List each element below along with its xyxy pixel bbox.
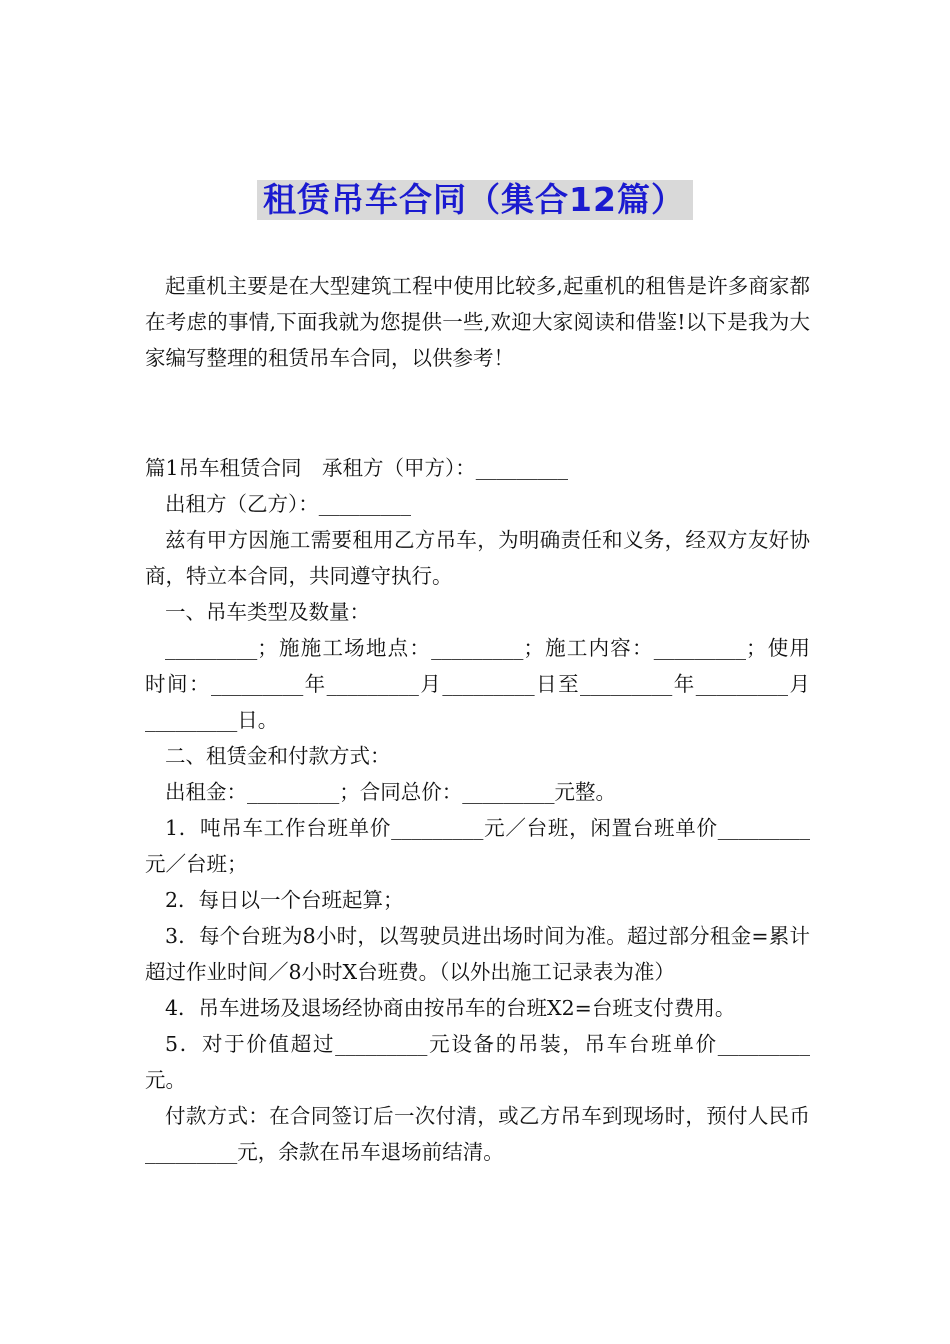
title-wrap	[0, 180, 950, 220]
intro-section	[145, 268, 810, 376]
paragraph-1: 出租方（乙方）：_________	[165, 492, 411, 516]
document-title: 租赁吊车合同（集合12篇）	[257, 180, 693, 220]
paragraph-2: 兹有甲方因施工需要租用乙方吊车，为明确责任和义务，经双方友好协商，特立本合同，共同遵守执行。	[145, 528, 810, 588]
paragraph-6: 出租金：_________；合同总价：_________元整。	[165, 780, 616, 804]
contract-body	[145, 450, 810, 1170]
paragraph-8: 2．每日以一个台班起算；	[165, 888, 404, 912]
paragraph-10: 4．吊车进场及退场经协商由按吊车的台班X2=台班支付费用。	[165, 996, 736, 1020]
paragraph-5: 二、租赁金和付款方式：	[165, 744, 391, 768]
paragraph-4: _________；施施工场地点：_________；施工内容：_________；使用时间：_________年_________月_________日至_________年_________月_________日。	[145, 636, 810, 732]
paragraph-12: 付款方式：在合同签订后一次付清，或乙方吊车到现场时，预付人民币_________元，余款在吊车退场前结清。	[145, 1104, 810, 1164]
paragraph-0: 篇1吊车租赁合同 承租方（甲方）：_________	[145, 456, 569, 480]
paragraph-9: 3．每个台班为8小时，以驾驶员进出场时间为准。超过部分租金=累计超过作业时间／8小时X台班费。（以外出施工记录表为准）	[145, 924, 810, 984]
paragraph-11: 5．对于价值超过_________元设备的吊装，吊车台班单价_________元。	[145, 1032, 810, 1092]
intro-paragraph: 起重机主要是在大型建筑工程中使用比较多,起重机的租售是许多商家都在考虑的事情,下面我就为您提供一些,欢迎大家阅读和借鉴!以下是我为大家编写整理的租赁吊车合同，以供参考！	[145, 274, 810, 370]
paragraph-7: 1．吨吊车工作台班单价_________元／台班，闲置台班单价_________元／台班；	[145, 816, 810, 876]
paragraph-3: 一、吊车类型及数量：	[165, 600, 370, 624]
